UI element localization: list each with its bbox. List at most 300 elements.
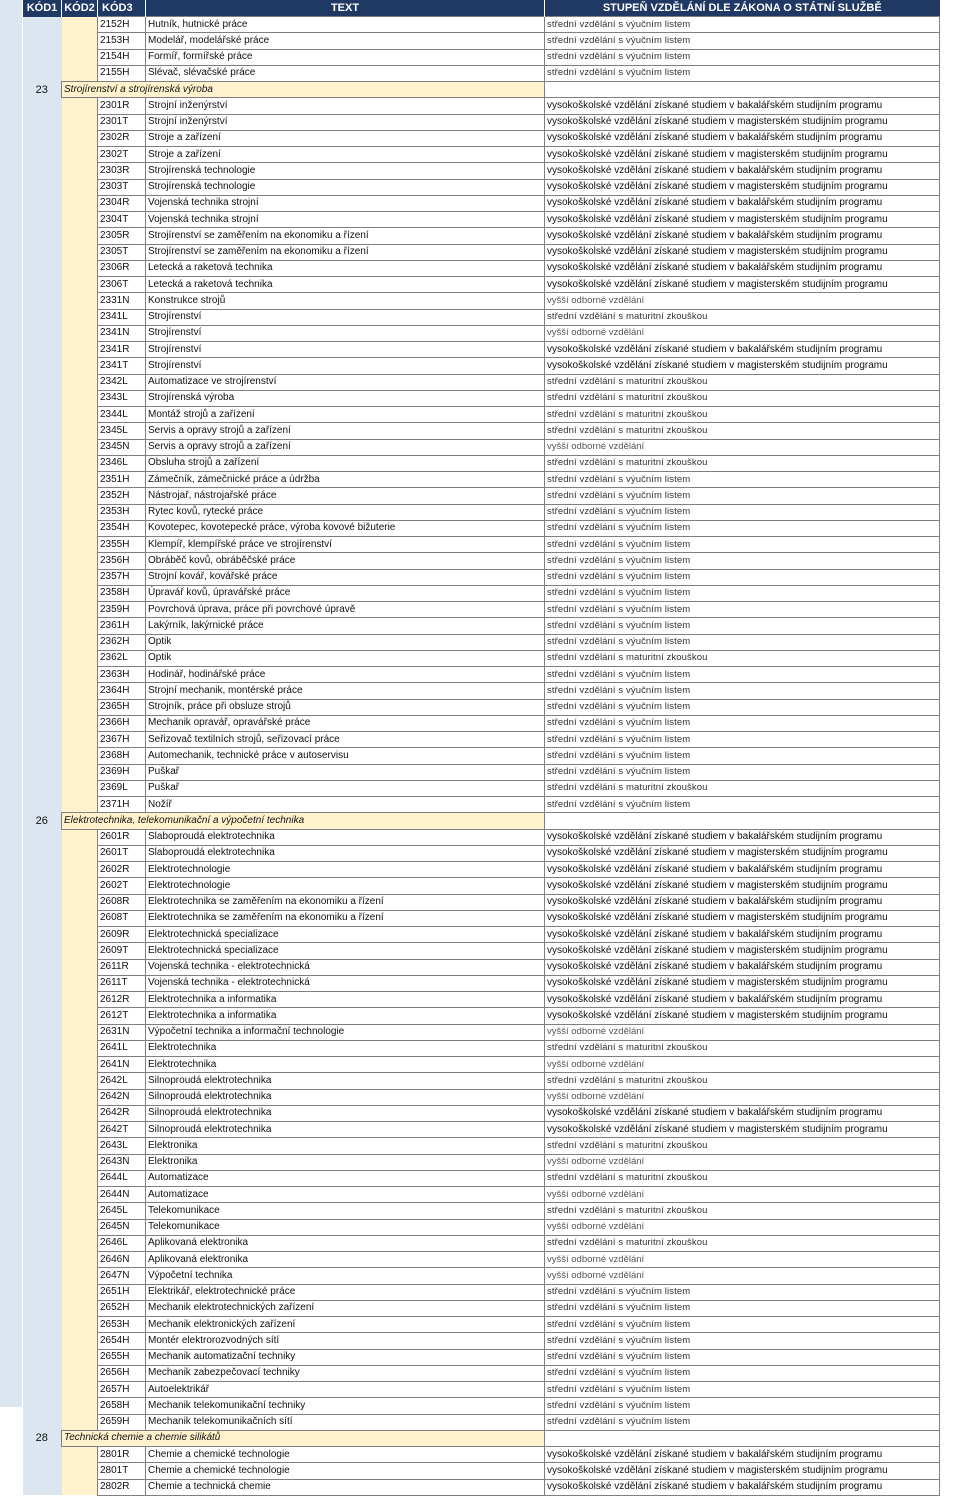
header-kod3[interactable]: KÓD3	[98, 0, 146, 17]
kod2-cell[interactable]	[62, 65, 98, 81]
text-cell[interactable]: Mechanik elektrotechnických zařízení	[146, 1300, 545, 1316]
level-cell[interactable]: střední vzdělání s výučním listem	[545, 553, 940, 569]
kod2-cell[interactable]	[62, 1414, 98, 1430]
kod3-cell[interactable]: 2368H	[98, 748, 146, 764]
kod1-cell[interactable]	[23, 1187, 62, 1203]
kod2-cell[interactable]	[62, 33, 98, 49]
kod2-cell[interactable]	[62, 959, 98, 975]
kod3-cell[interactable]: 2642T	[98, 1122, 146, 1138]
kod2-cell[interactable]	[62, 845, 98, 861]
level-cell[interactable]: střední vzdělání s výučním listem	[545, 17, 940, 33]
kod1-cell[interactable]	[23, 715, 62, 731]
text-cell[interactable]: Elektrotechnologie	[146, 862, 545, 878]
kod3-cell[interactable]: 2344L	[98, 407, 146, 423]
text-cell[interactable]: Elektrotechnologie	[146, 878, 545, 894]
text-cell[interactable]: Konstrukce strojů	[146, 293, 545, 309]
kod1-cell[interactable]	[23, 1138, 62, 1154]
text-cell[interactable]: Silnoproudá elektrotechnika	[146, 1089, 545, 1105]
kod1-cell[interactable]	[23, 602, 62, 618]
kod2-cell[interactable]	[62, 910, 98, 926]
kod1-cell[interactable]	[23, 1414, 62, 1430]
kod3-cell[interactable]: 2609R	[98, 927, 146, 943]
kod1-cell[interactable]	[23, 1447, 62, 1463]
kod2-cell[interactable]	[62, 618, 98, 634]
kod3-cell[interactable]: 2302T	[98, 147, 146, 163]
kod2-cell[interactable]	[62, 358, 98, 374]
kod2-cell[interactable]	[62, 1252, 98, 1268]
kod2-cell[interactable]	[62, 699, 98, 715]
group-code[interactable]: 28	[23, 1430, 62, 1446]
level-cell[interactable]: střední vzdělání s maturitní zkouškou	[545, 1203, 940, 1219]
level-cell[interactable]: střední vzdělání s maturitní zkouškou	[545, 374, 940, 390]
text-cell[interactable]: Strojní mechanik, montérské práce	[146, 683, 545, 699]
kod3-cell[interactable]: 2609T	[98, 943, 146, 959]
kod3-cell[interactable]: 2601T	[98, 845, 146, 861]
kod1-cell[interactable]	[23, 894, 62, 910]
text-cell[interactable]: Telekomunikace	[146, 1203, 545, 1219]
kod3-cell[interactable]: 2343L	[98, 390, 146, 406]
text-cell[interactable]: Aplikovaná elektronika	[146, 1252, 545, 1268]
group-title[interactable]: Technická chemie a chemie silikátů	[62, 1430, 545, 1446]
kod2-cell[interactable]	[62, 98, 98, 114]
kod1-cell[interactable]	[23, 1154, 62, 1170]
text-cell[interactable]: Mechanik telekomunikační techniky	[146, 1398, 545, 1414]
kod1-cell[interactable]	[23, 65, 62, 81]
kod2-cell[interactable]	[62, 1300, 98, 1316]
kod3-cell[interactable]: 2303R	[98, 163, 146, 179]
level-cell[interactable]: střední vzdělání s výučním listem	[545, 748, 940, 764]
level-cell[interactable]: střední vzdělání s výučním listem	[545, 797, 940, 813]
kod2-cell[interactable]	[62, 1382, 98, 1398]
level-cell[interactable]: vysokoškolské vzdělání získané studiem v magisterském studijním programu	[545, 910, 940, 926]
kod1-cell[interactable]	[23, 667, 62, 683]
text-cell[interactable]: Elektronika	[146, 1154, 545, 1170]
level-cell[interactable]: střední vzdělání s výučním listem	[545, 65, 940, 81]
kod1-cell[interactable]	[23, 1268, 62, 1284]
level-cell[interactable]: střední vzdělání s výučním listem	[545, 1284, 940, 1300]
kod2-cell[interactable]	[62, 472, 98, 488]
text-cell[interactable]: Formíř, formířské práce	[146, 49, 545, 65]
level-cell[interactable]: vyšší odborné vzdělání	[545, 293, 940, 309]
kod1-cell[interactable]	[23, 293, 62, 309]
kod1-cell[interactable]	[23, 862, 62, 878]
kod2-cell[interactable]	[62, 1219, 98, 1235]
kod3-cell[interactable]: 2345N	[98, 439, 146, 455]
kod1-cell[interactable]	[23, 780, 62, 796]
kod3-cell[interactable]: 2304T	[98, 212, 146, 228]
level-cell[interactable]: střední vzdělání s výučním listem	[545, 1349, 940, 1365]
group-title[interactable]: Strojírenství a strojírenská výroba	[62, 82, 545, 98]
level-cell[interactable]: vysokoškolské vzdělání získané studiem v bakalářském studijním programu	[545, 959, 940, 975]
kod1-cell[interactable]	[23, 147, 62, 163]
level-cell[interactable]: střední vzdělání s maturitní zkouškou	[545, 407, 940, 423]
kod1-cell[interactable]	[23, 910, 62, 926]
text-cell[interactable]: Vojenská technika - elektrotechnická	[146, 975, 545, 991]
kod2-cell[interactable]	[62, 943, 98, 959]
level-cell[interactable]: střední vzdělání s maturitní zkouškou	[545, 1073, 940, 1089]
kod1-cell[interactable]	[23, 1203, 62, 1219]
kod3-cell[interactable]: 2601R	[98, 829, 146, 845]
text-cell[interactable]: Elektrotechnika se zaměřením na ekonomiku a řízení	[146, 894, 545, 910]
level-cell[interactable]: vysokoškolské vzdělání získané studiem v magisterském studijním programu	[545, 1463, 940, 1479]
text-cell[interactable]: Montér elektrorozvodných sítí	[146, 1333, 545, 1349]
kod1-cell[interactable]	[23, 1105, 62, 1121]
level-cell[interactable]: vysokoškolské vzdělání získané studiem v magisterském studijním programu	[545, 147, 940, 163]
text-cell[interactable]: Elektrotechnika a informatika	[146, 1008, 545, 1024]
level-cell[interactable]: vysokoškolské vzdělání získané studiem v bakalářském studijním programu	[545, 260, 940, 276]
text-cell[interactable]: Telekomunikace	[146, 1219, 545, 1235]
text-cell[interactable]: Hodinář, hodinářské práce	[146, 667, 545, 683]
kod3-cell[interactable]: 2656H	[98, 1365, 146, 1381]
text-cell[interactable]: Vojenská technika strojní	[146, 195, 545, 211]
level-cell[interactable]: střední vzdělání s výučním listem	[545, 699, 940, 715]
level-cell[interactable]: střední vzdělání s výučním listem	[545, 618, 940, 634]
group-level-cell[interactable]	[545, 82, 940, 98]
kod2-cell[interactable]	[62, 715, 98, 731]
kod1-cell[interactable]	[23, 1024, 62, 1040]
kod3-cell[interactable]: 2644L	[98, 1170, 146, 1186]
text-cell[interactable]: Puškař	[146, 780, 545, 796]
text-cell[interactable]: Slaboproudá elektrotechnika	[146, 829, 545, 845]
kod2-cell[interactable]	[62, 1008, 98, 1024]
kod2-cell[interactable]	[62, 1365, 98, 1381]
text-cell[interactable]: Aplikovaná elektronika	[146, 1235, 545, 1251]
level-cell[interactable]: vysokoškolské vzdělání získané studiem v bakalářském studijním programu	[545, 228, 940, 244]
kod2-cell[interactable]	[62, 585, 98, 601]
text-cell[interactable]: Letecká a raketová technika	[146, 260, 545, 276]
kod1-cell[interactable]	[23, 1235, 62, 1251]
kod2-cell[interactable]	[62, 49, 98, 65]
kod2-cell[interactable]	[62, 992, 98, 1008]
kod2-cell[interactable]	[62, 1057, 98, 1073]
kod1-cell[interactable]	[23, 17, 62, 33]
kod3-cell[interactable]: 2612T	[98, 1008, 146, 1024]
kod1-cell[interactable]	[23, 504, 62, 520]
kod1-cell[interactable]	[23, 569, 62, 585]
kod1-cell[interactable]	[23, 1284, 62, 1300]
kod2-cell[interactable]	[62, 683, 98, 699]
text-cell[interactable]: Chemie a chemické technologie	[146, 1447, 545, 1463]
text-cell[interactable]: Obsluha strojů a zařízení	[146, 455, 545, 471]
kod2-cell[interactable]	[62, 1024, 98, 1040]
level-cell[interactable]: vysokoškolské vzdělání získané studiem v magisterském studijním programu	[545, 943, 940, 959]
kod3-cell[interactable]: 2602R	[98, 862, 146, 878]
text-cell[interactable]: Montáž strojů a zařízení	[146, 407, 545, 423]
kod2-cell[interactable]	[62, 147, 98, 163]
kod1-cell[interactable]	[23, 650, 62, 666]
header-kod2[interactable]: KÓD2	[62, 0, 98, 17]
text-cell[interactable]: Elektrikář, elektrotechnické práce	[146, 1284, 545, 1300]
kod2-cell[interactable]	[62, 780, 98, 796]
kod2-cell[interactable]	[62, 1349, 98, 1365]
level-cell[interactable]: vysokoškolské vzdělání získané studiem v magisterském studijním programu	[545, 114, 940, 130]
text-cell[interactable]: Mechanik automatizační techniky	[146, 1349, 545, 1365]
kod1-cell[interactable]	[23, 325, 62, 341]
level-cell[interactable]: střední vzdělání s výučním listem	[545, 1365, 940, 1381]
kod3-cell[interactable]: 2358H	[98, 585, 146, 601]
kod1-cell[interactable]	[23, 797, 62, 813]
kod2-cell[interactable]	[62, 797, 98, 813]
kod2-cell[interactable]	[62, 1187, 98, 1203]
kod2-cell[interactable]	[62, 602, 98, 618]
text-cell[interactable]: Strojírenská technologie	[146, 163, 545, 179]
kod1-cell[interactable]	[23, 618, 62, 634]
kod3-cell[interactable]: 2354H	[98, 520, 146, 536]
kod3-cell[interactable]: 2359H	[98, 602, 146, 618]
level-cell[interactable]: vysokoškolské vzdělání získané studiem v bakalářském studijním programu	[545, 342, 940, 358]
kod2-cell[interactable]	[62, 894, 98, 910]
kod1-cell[interactable]	[23, 975, 62, 991]
kod3-cell[interactable]: 2608T	[98, 910, 146, 926]
kod2-cell[interactable]	[62, 1463, 98, 1479]
group-title[interactable]: Elektrotechnika, telekomunikační a výpočetní technika	[62, 813, 545, 829]
group-level-cell[interactable]	[545, 813, 940, 829]
kod1-cell[interactable]	[23, 1219, 62, 1235]
kod1-cell[interactable]	[23, 1479, 62, 1495]
level-cell[interactable]: vysokoškolské vzdělání získané studiem v magisterském studijním programu	[545, 1008, 940, 1024]
kod1-cell[interactable]	[23, 943, 62, 959]
level-cell[interactable]: vysokoškolské vzdělání získané studiem v magisterském studijním programu	[545, 212, 940, 228]
level-cell[interactable]: střední vzdělání s výučním listem	[545, 504, 940, 520]
kod2-cell[interactable]	[62, 553, 98, 569]
text-cell[interactable]: Vojenská technika - elektrotechnická	[146, 959, 545, 975]
level-cell[interactable]: střední vzdělání s maturitní zkouškou	[545, 423, 940, 439]
kod3-cell[interactable]: 2356H	[98, 553, 146, 569]
text-cell[interactable]: Silnoproudá elektrotechnika	[146, 1073, 545, 1089]
kod2-cell[interactable]	[62, 520, 98, 536]
kod3-cell[interactable]: 2357H	[98, 569, 146, 585]
kod1-cell[interactable]	[23, 1463, 62, 1479]
level-cell[interactable]: střední vzdělání s výučním listem	[545, 683, 940, 699]
kod2-cell[interactable]	[62, 244, 98, 260]
kod3-cell[interactable]: 2655H	[98, 1349, 146, 1365]
kod1-cell[interactable]	[23, 342, 62, 358]
level-cell[interactable]: střední vzdělání s výučním listem	[545, 1333, 940, 1349]
text-cell[interactable]: Nožíř	[146, 797, 545, 813]
text-cell[interactable]: Strojírenství	[146, 325, 545, 341]
kod2-cell[interactable]	[62, 1040, 98, 1056]
kod2-cell[interactable]	[62, 277, 98, 293]
kod1-cell[interactable]	[23, 1057, 62, 1073]
text-cell[interactable]: Elektrotechnika a informatika	[146, 992, 545, 1008]
kod3-cell[interactable]: 2659H	[98, 1414, 146, 1430]
kod3-cell[interactable]: 2341T	[98, 358, 146, 374]
kod2-cell[interactable]	[62, 1333, 98, 1349]
kod2-cell[interactable]	[62, 537, 98, 553]
kod3-cell[interactable]: 2305R	[98, 228, 146, 244]
kod3-cell[interactable]: 2152H	[98, 17, 146, 33]
kod3-cell[interactable]: 2645N	[98, 1219, 146, 1235]
kod2-cell[interactable]	[62, 163, 98, 179]
text-cell[interactable]: Stroje a zařízení	[146, 147, 545, 163]
kod2-cell[interactable]	[62, 862, 98, 878]
text-cell[interactable]: Silnoproudá elektrotechnika	[146, 1122, 545, 1138]
kod1-cell[interactable]	[23, 992, 62, 1008]
text-cell[interactable]: Povrchová úprava, práce při povrchové úpravě	[146, 602, 545, 618]
text-cell[interactable]: Servis a opravy strojů a zařízení	[146, 423, 545, 439]
kod1-cell[interactable]	[23, 98, 62, 114]
level-cell[interactable]: vysokoškolské vzdělání získané studiem v bakalářském studijním programu	[545, 992, 940, 1008]
level-cell[interactable]: střední vzdělání s výučním listem	[545, 602, 940, 618]
text-cell[interactable]: Strojírenská technologie	[146, 179, 545, 195]
kod2-cell[interactable]	[62, 488, 98, 504]
kod3-cell[interactable]: 2643N	[98, 1154, 146, 1170]
kod3-cell[interactable]: 2642R	[98, 1105, 146, 1121]
kod3-cell[interactable]: 2362L	[98, 650, 146, 666]
kod2-cell[interactable]	[62, 179, 98, 195]
kod1-cell[interactable]	[23, 212, 62, 228]
kod3-cell[interactable]: 2364H	[98, 683, 146, 699]
kod2-cell[interactable]	[62, 130, 98, 146]
text-cell[interactable]: Strojírenství	[146, 309, 545, 325]
kod2-cell[interactable]	[62, 374, 98, 390]
kod3-cell[interactable]: 2801T	[98, 1463, 146, 1479]
kod3-cell[interactable]: 2361H	[98, 618, 146, 634]
kod2-cell[interactable]	[62, 325, 98, 341]
level-cell[interactable]: vysokoškolské vzdělání získané studiem v bakalářském studijním programu	[545, 130, 940, 146]
kod3-cell[interactable]: 2352H	[98, 488, 146, 504]
kod1-cell[interactable]	[23, 439, 62, 455]
kod2-cell[interactable]	[62, 1089, 98, 1105]
level-cell[interactable]: vyšší odborné vzdělání	[545, 1219, 940, 1235]
kod1-cell[interactable]	[23, 358, 62, 374]
kod1-cell[interactable]	[23, 1170, 62, 1186]
kod2-cell[interactable]	[62, 228, 98, 244]
text-cell[interactable]: Chemie a technická chemie	[146, 1479, 545, 1495]
level-cell[interactable]: střední vzdělání s výučním listem	[545, 537, 940, 553]
kod1-cell[interactable]	[23, 959, 62, 975]
kod1-cell[interactable]	[23, 195, 62, 211]
kod2-cell[interactable]	[62, 1235, 98, 1251]
level-cell[interactable]: střední vzdělání s výučním listem	[545, 715, 940, 731]
level-cell[interactable]: střední vzdělání s výučním listem	[545, 569, 940, 585]
kod1-cell[interactable]	[23, 1317, 62, 1333]
kod1-cell[interactable]	[23, 260, 62, 276]
text-cell[interactable]: Strojírenství se zaměřením na ekonomiku a řízení	[146, 244, 545, 260]
level-cell[interactable]: vysokoškolské vzdělání získané studiem v magisterském studijním programu	[545, 1122, 940, 1138]
level-cell[interactable]: vysokoškolské vzdělání získané studiem v magisterském studijním programu	[545, 244, 940, 260]
level-cell[interactable]: střední vzdělání s maturitní zkouškou	[545, 1040, 940, 1056]
kod3-cell[interactable]: 2654H	[98, 1333, 146, 1349]
kod2-cell[interactable]	[62, 293, 98, 309]
level-cell[interactable]: vysokoškolské vzdělání získané studiem v magisterském studijním programu	[545, 975, 940, 991]
kod1-cell[interactable]	[23, 455, 62, 471]
kod2-cell[interactable]	[62, 260, 98, 276]
kod2-cell[interactable]	[62, 1170, 98, 1186]
kod1-cell[interactable]	[23, 309, 62, 325]
kod1-cell[interactable]	[23, 1008, 62, 1024]
kod1-cell[interactable]	[23, 520, 62, 536]
level-cell[interactable]: střední vzdělání s výučním listem	[545, 488, 940, 504]
kod2-cell[interactable]	[62, 1073, 98, 1089]
kod2-cell[interactable]	[62, 1398, 98, 1414]
kod3-cell[interactable]: 2641L	[98, 1040, 146, 1056]
kod3-cell[interactable]: 2306R	[98, 260, 146, 276]
kod2-cell[interactable]	[62, 667, 98, 683]
kod2-cell[interactable]	[62, 975, 98, 991]
kod2-cell[interactable]	[62, 829, 98, 845]
kod3-cell[interactable]: 2342L	[98, 374, 146, 390]
kod1-cell[interactable]	[23, 829, 62, 845]
text-cell[interactable]: Zámečník, zámečnické práce a údržba	[146, 472, 545, 488]
kod3-cell[interactable]: 2345L	[98, 423, 146, 439]
level-cell[interactable]: střední vzdělání s výučním listem	[545, 1414, 940, 1430]
level-cell[interactable]: vysokoškolské vzdělání získané studiem v bakalářském studijním programu	[545, 1105, 940, 1121]
level-cell[interactable]: vysokoškolské vzdělání získané studiem v magisterském studijním programu	[545, 358, 940, 374]
kod2-cell[interactable]	[62, 1105, 98, 1121]
kod2-cell[interactable]	[62, 732, 98, 748]
header-level[interactable]: STUPEŇ VZDĚLÁNÍ DLE ZÁKONA O STÁTNÍ SLUŽBĚ	[545, 0, 940, 17]
kod3-cell[interactable]: 2645L	[98, 1203, 146, 1219]
kod1-cell[interactable]	[23, 228, 62, 244]
level-cell[interactable]: vysokoškolské vzdělání získané studiem v bakalářském studijním programu	[545, 894, 940, 910]
level-cell[interactable]: střední vzdělání s maturitní zkouškou	[545, 650, 940, 666]
text-cell[interactable]: Strojní inženýrství	[146, 98, 545, 114]
kod2-cell[interactable]	[62, 455, 98, 471]
text-cell[interactable]: Chemie a chemické technologie	[146, 1463, 545, 1479]
kod1-cell[interactable]	[23, 1089, 62, 1105]
level-cell[interactable]: střední vzdělání s výučním listem	[545, 472, 940, 488]
level-cell[interactable]: vyšší odborné vzdělání	[545, 1268, 940, 1284]
kod1-cell[interactable]	[23, 472, 62, 488]
kod3-cell[interactable]: 2646L	[98, 1235, 146, 1251]
kod2-cell[interactable]	[62, 407, 98, 423]
text-cell[interactable]: Strojník, práce při obsluze strojů	[146, 699, 545, 715]
text-cell[interactable]: Vojenská technika strojní	[146, 212, 545, 228]
kod2-cell[interactable]	[62, 1154, 98, 1170]
text-cell[interactable]: Servis a opravy strojů a zařízení	[146, 439, 545, 455]
level-cell[interactable]: vysokoškolské vzdělání získané studiem v bakalářském studijním programu	[545, 927, 940, 943]
kod1-cell[interactable]	[23, 163, 62, 179]
text-cell[interactable]: Automechanik, technické práce v autoservisu	[146, 748, 545, 764]
level-cell[interactable]: vyšší odborné vzdělání	[545, 1024, 940, 1040]
kod3-cell[interactable]: 2351H	[98, 472, 146, 488]
kod3-cell[interactable]: 2341N	[98, 325, 146, 341]
kod2-cell[interactable]	[62, 390, 98, 406]
text-cell[interactable]: Strojní kovář, kovářské práce	[146, 569, 545, 585]
kod1-cell[interactable]	[23, 1300, 62, 1316]
text-cell[interactable]: Optik	[146, 634, 545, 650]
kod3-cell[interactable]: 2341L	[98, 309, 146, 325]
text-cell[interactable]: Úpravář kovů, úpravářské práce	[146, 585, 545, 601]
level-cell[interactable]: vysokoškolské vzdělání získané studiem v magisterském studijním programu	[545, 277, 940, 293]
text-cell[interactable]: Strojírenská výroba	[146, 390, 545, 406]
text-cell[interactable]: Obráběč kovů, obráběčské práce	[146, 553, 545, 569]
group-code[interactable]: 26	[23, 813, 62, 829]
kod1-cell[interactable]	[23, 1122, 62, 1138]
kod1-cell[interactable]	[23, 114, 62, 130]
text-cell[interactable]: Nástrojař, nástrojařské práce	[146, 488, 545, 504]
kod3-cell[interactable]: 2306T	[98, 277, 146, 293]
kod1-cell[interactable]	[23, 1073, 62, 1089]
kod2-cell[interactable]	[62, 764, 98, 780]
kod2-cell[interactable]	[62, 650, 98, 666]
kod2-cell[interactable]	[62, 195, 98, 211]
kod1-cell[interactable]	[23, 277, 62, 293]
level-cell[interactable]: vyšší odborné vzdělání	[545, 1154, 940, 1170]
text-cell[interactable]: Letecká a raketová technika	[146, 277, 545, 293]
group-code[interactable]: 23	[23, 82, 62, 98]
level-cell[interactable]: střední vzdělání s maturitní zkouškou	[545, 1235, 940, 1251]
kod1-cell[interactable]	[23, 845, 62, 861]
level-cell[interactable]: střední vzdělání s výučním listem	[545, 585, 940, 601]
kod3-cell[interactable]: 2631N	[98, 1024, 146, 1040]
level-cell[interactable]: střední vzdělání s výučním listem	[545, 764, 940, 780]
text-cell[interactable]: Elektrotechnika	[146, 1040, 545, 1056]
kod1-cell[interactable]	[23, 130, 62, 146]
kod1-cell[interactable]	[23, 49, 62, 65]
kod1-cell[interactable]	[23, 1365, 62, 1381]
